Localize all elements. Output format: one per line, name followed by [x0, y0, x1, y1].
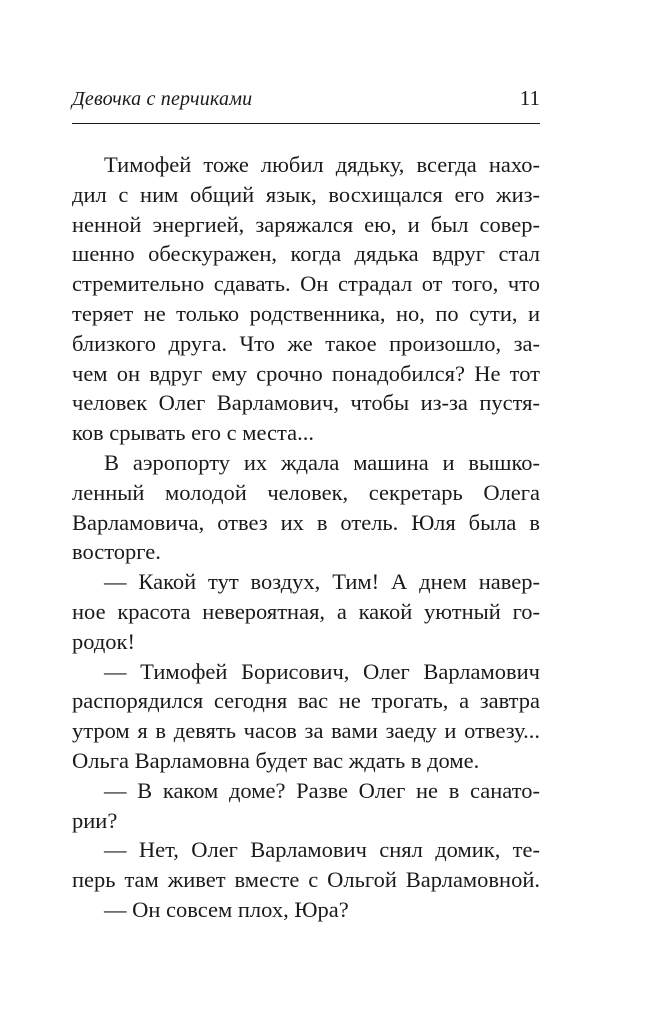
text-line: — Какой тут воздух, Тим! А днем навер-: [104, 569, 540, 595]
text-line: распорядился сегодня вас не трогать, а завтра: [72, 688, 540, 714]
text-line: ное красота невероятная, а какой уютный го-: [72, 598, 540, 624]
text-line: Тимофей тоже любил дядьку, всегда нахо-: [104, 152, 540, 177]
text-line: Ольга Варламовна будет вас ждать в доме.: [72, 747, 480, 773]
text-line: ненной энергией, заряжался ею, и был совер-: [72, 211, 540, 237]
paragraph: [72, 776, 540, 836]
text-line: дил с ним общий язык, восхищался его жиз-: [72, 181, 540, 207]
text-line: ленный молодой человек, секретарь Олега: [72, 479, 540, 505]
text-line: теряет не только родственника, но, по сути, и: [72, 300, 540, 326]
paragraph: [72, 150, 540, 448]
paragraph: [72, 657, 540, 776]
text-line: — Нет, Олег Варламович снял домик, те-: [104, 837, 540, 863]
text-line: чем он вдруг ему срочно понадобился? Не тот: [72, 360, 540, 386]
text-line: восторге.: [72, 539, 161, 565]
paragraph: [72, 835, 540, 895]
paragraph: [72, 895, 540, 925]
paragraph: [72, 448, 540, 567]
text-line: В аэропорту их ждала машина и вышко-: [104, 449, 540, 475]
header-rule: [72, 123, 540, 124]
paragraph: [72, 567, 540, 656]
text-line: человек Олег Варламович, чтобы из-за пустя-: [72, 390, 540, 416]
body-text: [72, 150, 540, 925]
text-line: — Он совсем плох, Юра?: [104, 896, 349, 922]
text-line: шенно обескуражен, когда дядька вдруг стал: [72, 241, 540, 267]
text-line: близкого друга. Что же такое произошло, за-: [72, 330, 540, 356]
text-line: рии?: [72, 807, 118, 833]
text-line: ков срывать его с места...: [72, 420, 314, 446]
page-number: 11: [519, 86, 540, 110]
text-line: стремительно сдавать. Он страдал от того, что: [72, 271, 540, 297]
text-line: Варламовича, отвез их в отель. Юля была в: [72, 509, 540, 535]
text-line: родок!: [72, 628, 135, 654]
text-line: перь там живет вместе с Ольгой Варламовной.: [72, 867, 540, 893]
text-line: — Тимофей Борисович, Олег Варламович: [104, 658, 540, 684]
text-line: — В каком доме? Разве Олег не в санато-: [104, 777, 540, 803]
text-line: утром я в девять часов за вами заеду и отвезу...: [72, 718, 540, 744]
running-title: Девочка с перчиками: [72, 88, 253, 110]
